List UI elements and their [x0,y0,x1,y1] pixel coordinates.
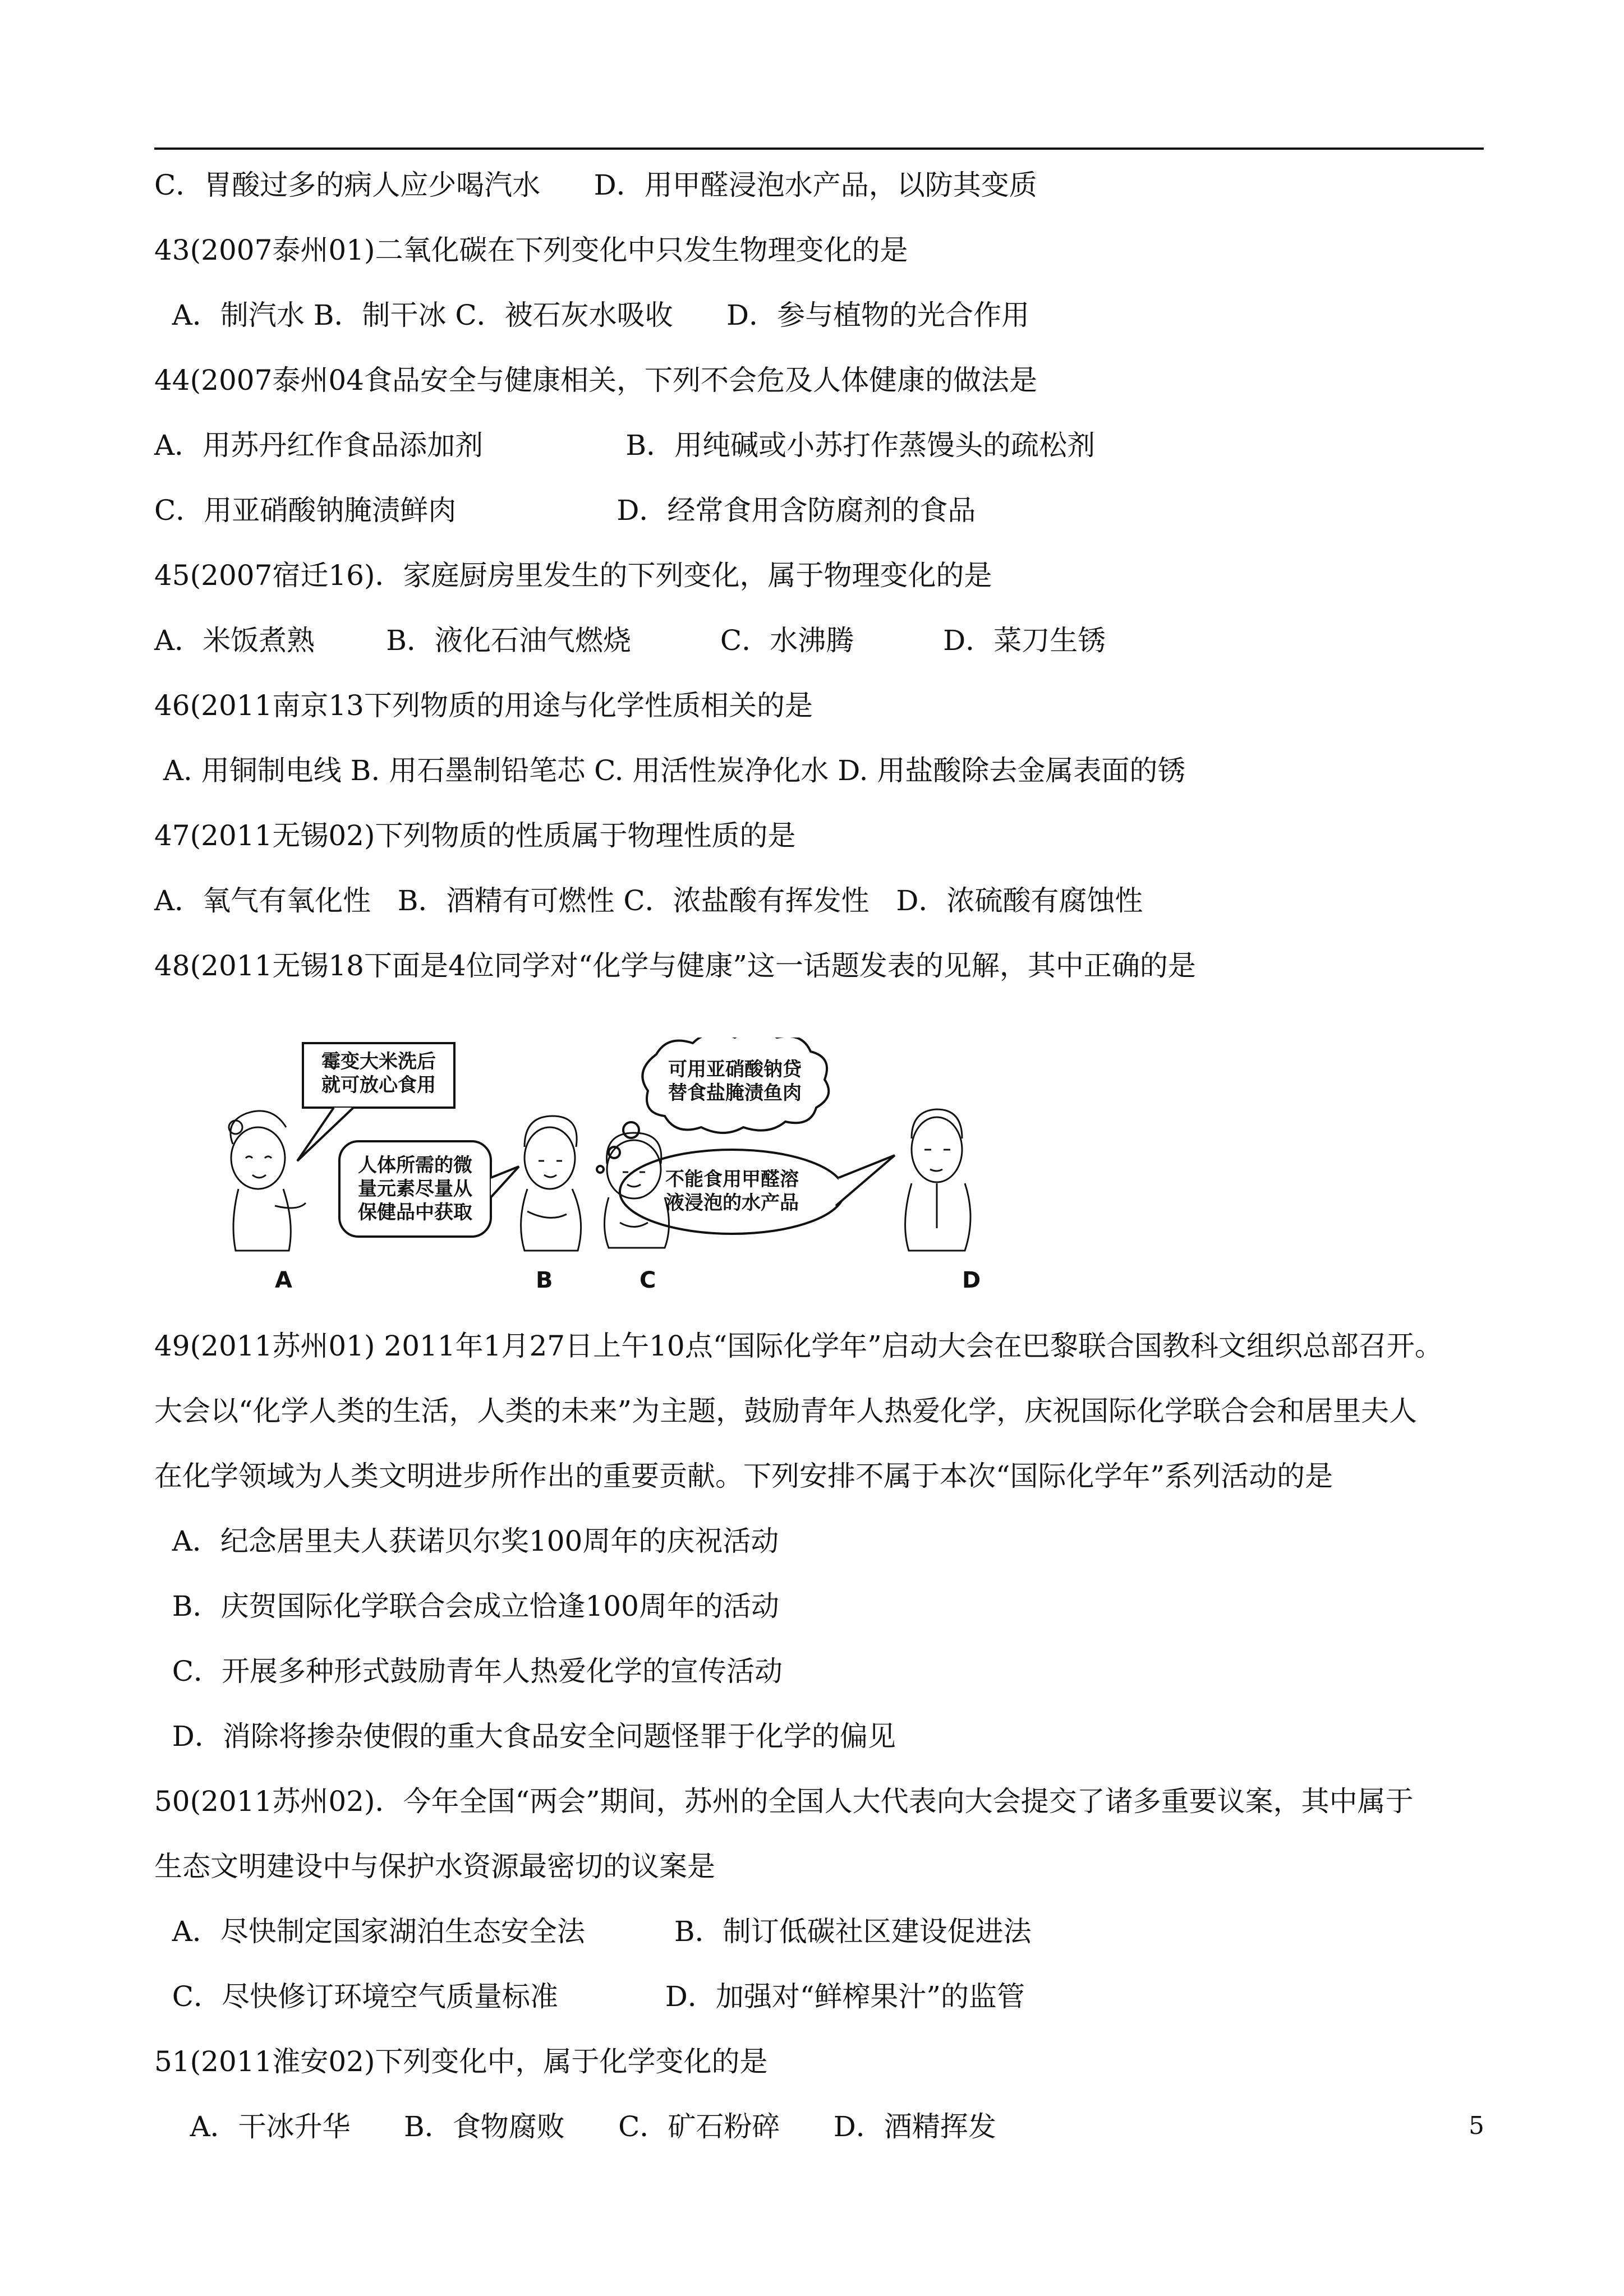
person-d [905,1109,970,1251]
question-50-line-1: 50(2011苏州02)．今年全国“两会”期间，苏州的全国人大代表向大会提交了诸多重要议案，其中属于 [154,1785,1414,1818]
header-rule [154,147,1484,150]
options-43: A．制汽水 B．制干冰 C．被石灰水吸收 D．参与植物的光合作用 [154,299,1030,331]
question-47: 47(2011无锡02)下列物质的性质属于物理性质的是 [154,819,796,852]
bubble-c-text: 可用亚硝酸钠贷 替食盐腌渍鱼肉 [668,1058,802,1104]
options-45: A．米饭煮熟 B．液化石油气燃烧 C．水沸腾 D．菜刀生锈 [154,624,1106,657]
options-44-cd: C．用亚硝酸钠腌渍鲜肉 D．经常食用含防腐剂的食品 [154,494,976,527]
bubble-a-tail [297,1108,353,1161]
figure-label-d: D [962,1267,981,1293]
option-49-c: C．开展多种形式鼓励青年人热爱化学的宣传活动 [154,1655,783,1688]
person-b [521,1116,581,1251]
question-49-line-2: 大会以“化学人类的生活，人类的未来”为主题，鼓励青年人热爱化学，庆祝国际化学联合会和居里夫人 [154,1395,1418,1427]
options-46: A. 用铜制电线 B. 用石墨制铅笔芯 C. 用活性炭净化水 D. 用盐酸除去金属表面的锈 [154,754,1186,787]
question-49-line-3: 在化学领域为人类文明进步所作出的重要贡献。下列安排不属于本次“国际化学年”系列活动的是 [154,1460,1333,1492]
option-49-a: A．纪念居里夫人获诺贝尔奖100周年的庆祝活动 [154,1525,779,1557]
bubble-b-tail [491,1167,519,1197]
bubble-d-tail [836,1155,895,1206]
question-48: 48(2011无锡18下面是4位同学对“化学与健康”这一话题发表的见解，其中正确的是 [154,949,1196,982]
options-50-ab: A．尽快制定国家湖泊生态安全法 B．制订低碳社区建设促进法 [154,1915,1032,1948]
thought-dot-3 [597,1166,604,1173]
option-49-d: D．消除将掺杂使假的重大食品安全问题怪罪于化学的偏见 [154,1720,896,1753]
page-number: 5 [1469,2111,1484,2140]
question-46: 46(2011南京13下列物质的用途与化学性质相关的是 [154,689,813,722]
option-line-42-cd: C．胃酸过多的病人应少喝汽水 D．用甲醛浸泡水产品，以防其变质 [154,169,1037,201]
options-50-cd: C．尽快修订环境空气质量标准 D．加强对“鲜榨果汁”的监管 [154,1980,1025,2013]
bubble-a-text: 霉变大米洗后 就可放心食用 [321,1050,436,1096]
question-51: 51(2011淮安02)下列变化中，属于化学变化的是 [154,2045,768,2078]
question-44: 44(2007泰州04食品安全与健康相关，下列不会危及人体健康的做法是 [154,364,1037,397]
options-47: A．氧气有氧化性 B．酒精有可燃性 C．浓盐酸有挥发性 D．浓硫酸有腐蚀性 [154,884,1143,917]
question-45: 45(2007宿迁16)．家庭厨房里发生的下列变化，属于物理变化的是 [154,559,992,592]
options-51: A．干冰升华 B．食物腐败 C．矿石粉碎 D．酒精挥发 [154,2110,996,2143]
figure-label-c: C [640,1267,656,1293]
question-43: 43(2007泰州01)二氧化碳在下列变化中只发生物理变化的是 [154,234,908,266]
thought-dot-1 [623,1122,639,1138]
figure-label-b: B [536,1267,553,1293]
person-a [229,1111,306,1251]
bubble-b-text: 人体所需的微 量元素尽量从 保健品中获取 [358,1154,472,1224]
question-50-line-2: 生态文明建设中与保护水资源最密切的议案是 [154,1850,715,1883]
question-49-line-1: 49(2011苏州01) 2011年1月27日上午10点“国际化学年”启动大会在巴黎联合国教科文组织总部召开。 [154,1330,1443,1362]
health-opinions-illustration [213,1038,1038,1301]
option-49-b: B．庆贺国际化学联合会成立恰逢100周年的活动 [154,1590,779,1622]
figure-label-a: A [275,1267,292,1293]
options-44-ab: A．用苏丹红作食品添加剂 B．用纯碱或小苏打作蒸馒头的疏松剂 [154,429,1096,462]
bubble-d-text: 不能食用甲醛溶 液浸泡的水产品 [665,1168,799,1214]
